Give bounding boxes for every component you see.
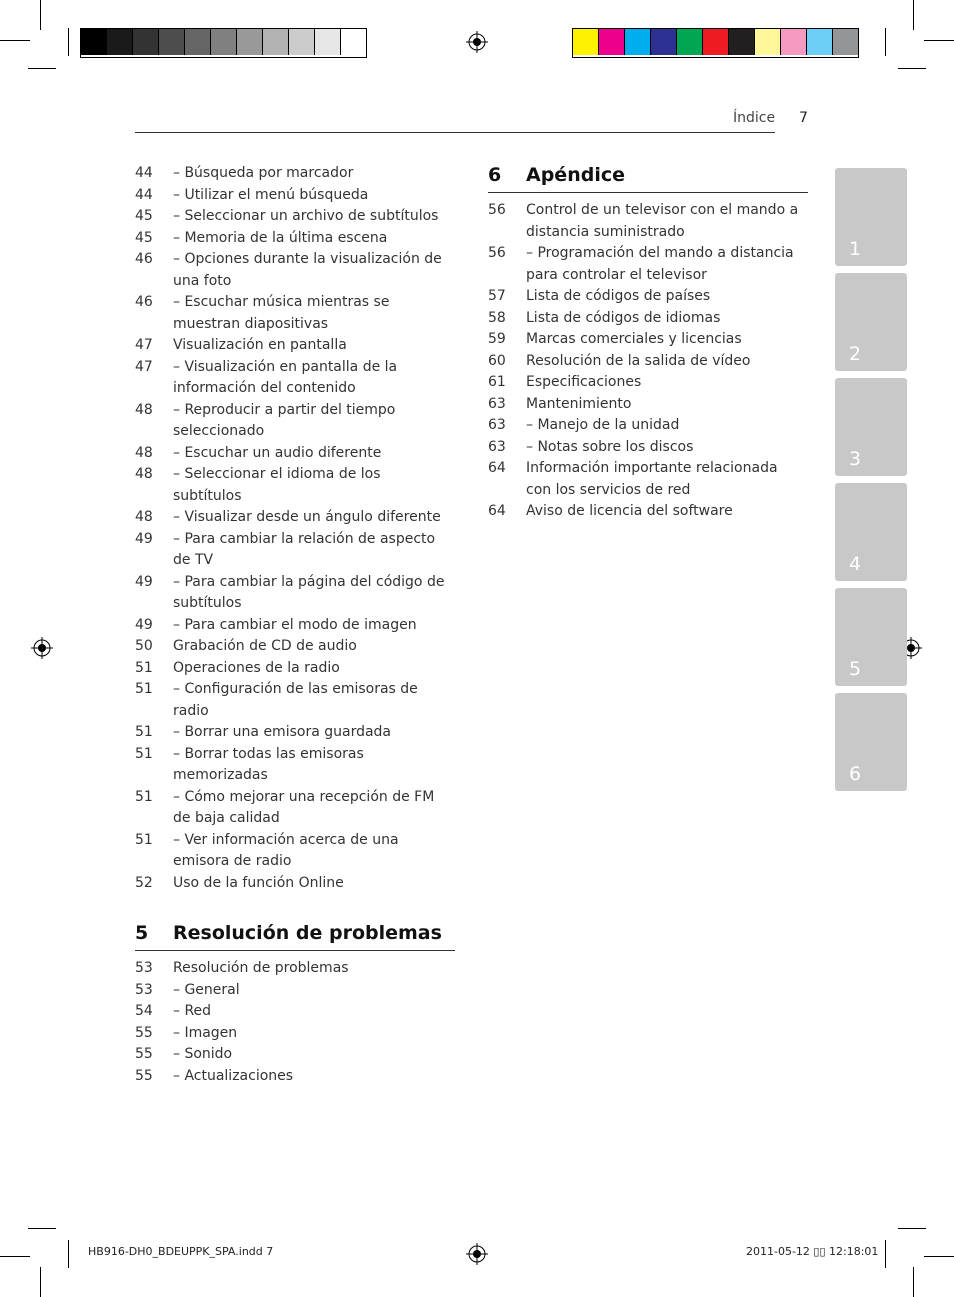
toc-entry-page: 47 <box>135 358 153 375</box>
crop-mark-br-v2 <box>885 1240 886 1268</box>
toc-entry <box>135 163 453 185</box>
toc-entry-page: 53 <box>135 960 153 976</box>
color-swatch <box>729 29 755 55</box>
toc-entry <box>135 787 453 830</box>
toc-entry-page: 51 <box>135 681 153 697</box>
toc-entry-page: 64 <box>488 460 506 476</box>
toc-entry <box>135 636 453 658</box>
crop-mark-tr-v <box>913 0 914 30</box>
toc-entry-text: – Notas sobre los discos <box>526 438 694 455</box>
toc-entry-page: 44 <box>135 165 153 181</box>
toc-entry-text: – Sonido <box>173 1046 233 1062</box>
toc-entry <box>135 1001 453 1023</box>
chapter-tab-6[interactable] <box>835 693 907 791</box>
toc-entry-text: Resolución de problemas <box>173 960 349 976</box>
toc-entry-text: – Configuración de las emisoras de radio <box>173 681 418 719</box>
color-swatch <box>573 29 599 55</box>
toc-entry-text: – Cómo mejorar una recepción de FM de baja calidad <box>173 788 435 826</box>
toc-entry-text: – Imagen <box>173 1024 238 1041</box>
toc-entry-page: 45 <box>135 229 153 246</box>
toc-entry-page: 48 <box>135 466 153 482</box>
toc-list-section-5 <box>135 958 453 1087</box>
grayscale-color-bar <box>80 28 367 58</box>
running-header-title: Índice <box>733 110 776 126</box>
chapter-tab-label: 3 <box>849 448 862 470</box>
toc-entry <box>135 228 453 250</box>
toc-entry-text: – Utilizar el menú búsqueda <box>173 186 369 203</box>
color-swatch <box>341 29 366 55</box>
crop-mark-tr-h <box>924 40 954 41</box>
header-rule <box>135 132 775 133</box>
crop-mark-bl-v <box>40 1267 41 1297</box>
section-6-heading <box>488 164 625 186</box>
color-swatch <box>159 29 185 55</box>
toc-entry <box>135 615 453 637</box>
toc-entry-page: 49 <box>135 530 153 547</box>
toc-entry-page: 61 <box>488 374 506 390</box>
color-swatch <box>81 29 107 55</box>
toc-entry <box>135 830 453 873</box>
toc-entry <box>488 286 806 308</box>
toc-entry <box>135 206 453 228</box>
color-swatch <box>107 29 133 55</box>
toc-entry-page: 53 <box>135 981 153 998</box>
toc-entry-page: 64 <box>488 503 506 519</box>
registration-mark-top-icon <box>466 31 488 53</box>
process-color-bar <box>572 28 859 58</box>
toc-entry-page: 63 <box>488 417 506 433</box>
section-6-rule <box>488 192 808 193</box>
toc-entry-text: Especificaciones <box>526 374 642 390</box>
chapter-tab-label: 5 <box>849 658 862 680</box>
color-swatch <box>237 29 263 55</box>
toc-entry-text: Lista de códigos de países <box>526 288 711 304</box>
toc-entry <box>135 249 453 292</box>
toc-entry-page: 51 <box>135 745 153 762</box>
chapter-tab-label: 6 <box>849 763 862 785</box>
chapter-tab-5[interactable] <box>835 588 907 686</box>
toc-entry-text: – Memoria de la última escena <box>173 229 388 246</box>
toc-entry <box>488 415 806 437</box>
toc-entry-text: – Seleccionar un archivo de subtítulos <box>173 208 439 224</box>
toc-entry <box>488 372 806 394</box>
toc-entry <box>135 958 453 980</box>
registration-mark-left-icon <box>31 637 53 659</box>
toc-entry-text: – Para cambiar la página del código de subtítulos <box>173 573 445 611</box>
toc-entry <box>135 658 453 680</box>
toc-entry-page: 57 <box>488 288 506 304</box>
section-5-rule <box>135 950 455 951</box>
toc-entry-page: 58 <box>488 309 506 326</box>
toc-entry-text: Mantenimiento <box>526 395 632 412</box>
toc-entry-text: Resolución de la salida de vídeo <box>526 352 751 369</box>
toc-entry-text: – Seleccionar el idioma de los subtítulos <box>173 466 381 504</box>
section-number: 5 <box>135 922 149 944</box>
toc-list-section-6 <box>488 200 806 523</box>
section-title: Apéndice <box>526 164 625 186</box>
crop-mark-bl-h <box>0 1256 30 1257</box>
chapter-tab-label: 1 <box>849 238 862 260</box>
toc-entry-text: Visualización en pantalla <box>173 337 347 353</box>
chapter-tab-1[interactable] <box>835 168 907 266</box>
toc-entry <box>135 572 453 615</box>
toc-entry-text: – Borrar todas las emisoras memorizadas <box>173 745 364 783</box>
chapter-tab-label: 4 <box>849 553 862 575</box>
toc-entry-page: 48 <box>135 401 153 418</box>
chapter-tab-2[interactable] <box>835 273 907 371</box>
color-swatch <box>185 29 211 55</box>
color-swatch <box>755 29 781 55</box>
toc-entry-text: Grabación de CD de audio <box>173 638 357 654</box>
toc-list-left <box>135 163 453 894</box>
toc-entry-text: Uso de la función Online <box>173 874 344 891</box>
registration-mark-bottom-icon <box>466 1243 488 1265</box>
toc-entry-page: 56 <box>488 245 506 261</box>
toc-entry <box>488 243 806 286</box>
toc-entry <box>135 507 453 529</box>
toc-entry-page: 51 <box>135 659 153 676</box>
toc-entry-text: – Borrar una emisora guardada <box>173 724 392 740</box>
crop-mark-tr-v2 <box>885 28 886 56</box>
toc-entry-text: – Visualizar desde un ángulo diferente <box>173 509 441 525</box>
color-swatch <box>781 29 807 55</box>
color-swatch <box>289 29 315 55</box>
toc-entry <box>135 980 453 1002</box>
toc-entry-page: 63 <box>488 438 506 455</box>
toc-entry <box>135 722 453 744</box>
toc-entry <box>488 351 806 373</box>
toc-entry-page: 63 <box>488 395 506 412</box>
toc-entry-page: 51 <box>135 831 153 848</box>
color-swatch <box>263 29 289 55</box>
color-swatch <box>625 29 651 55</box>
toc-entry <box>135 873 453 895</box>
toc-entry <box>135 185 453 207</box>
toc-entry <box>135 443 453 465</box>
toc-entry <box>135 292 453 335</box>
crop-mark-tl-v <box>40 0 41 30</box>
toc-entry-text: – Reproducir a partir del tiempo seleccionado <box>173 401 396 439</box>
toc-entry-text: Operaciones de la radio <box>173 659 340 676</box>
footer-timestamp: 2011-05-12 ▯▯ 12:18:01 <box>746 1245 879 1258</box>
chapter-tab-3[interactable] <box>835 378 907 476</box>
color-swatch <box>651 29 677 55</box>
crop-mark-bl-v2 <box>68 1240 69 1268</box>
toc-entry-page: 51 <box>135 788 153 805</box>
toc-entry-text: – Escuchar música mientras se muestran diapositivas <box>173 294 390 332</box>
crop-mark-tl-v2 <box>68 28 69 56</box>
toc-entry-page: 52 <box>135 874 153 891</box>
toc-entry <box>488 329 806 351</box>
toc-entry-text: – Programación del mando a distancia para controlar el televisor <box>526 245 794 283</box>
color-swatch <box>211 29 237 55</box>
toc-entry <box>135 679 453 722</box>
crop-mark-tl-h2 <box>28 68 56 69</box>
toc-entry <box>135 464 453 507</box>
toc-entry-page: 50 <box>135 638 153 654</box>
toc-entry-page: 51 <box>135 724 153 740</box>
toc-entry-page: 49 <box>135 573 153 590</box>
toc-entry <box>488 200 806 243</box>
toc-entry-page: 45 <box>135 208 153 224</box>
chapter-tab-4[interactable] <box>835 483 907 581</box>
toc-entry-text: – General <box>173 981 240 998</box>
toc-entry-text: Lista de códigos de idiomas <box>526 309 721 326</box>
color-swatch <box>599 29 625 55</box>
toc-entry-page: 55 <box>135 1067 153 1084</box>
toc-entry <box>135 335 453 357</box>
color-swatch <box>703 29 729 55</box>
toc-entry <box>488 394 806 416</box>
color-swatch <box>677 29 703 55</box>
toc-entry-text: Marcas comerciales y licencias <box>526 331 742 347</box>
toc-entry-text: – Manejo de la unidad <box>526 417 680 433</box>
toc-entry-page: 59 <box>488 331 506 347</box>
toc-entry-text: – Para cambiar la relación de aspecto de TV <box>173 530 436 568</box>
toc-entry-text: – Actualizaciones <box>173 1067 294 1084</box>
toc-entry <box>135 744 453 787</box>
toc-entry-page: 48 <box>135 444 153 461</box>
toc-entry-page: 55 <box>135 1046 153 1062</box>
toc-entry-text: – Ver información acerca de una emisora de radio <box>173 831 399 869</box>
color-swatch <box>833 29 858 55</box>
toc-entry <box>135 357 453 400</box>
chapter-tab-label: 2 <box>849 343 862 365</box>
crop-mark-tr-h2 <box>898 68 926 69</box>
color-swatch <box>315 29 341 55</box>
footer-filename: HB916-DH0_BDEUPPK_SPA.indd 7 <box>88 1245 274 1258</box>
toc-entry <box>135 1066 453 1088</box>
page-number: 7 <box>799 110 808 126</box>
section-number: 6 <box>488 164 502 186</box>
toc-entry <box>135 529 453 572</box>
toc-entry <box>135 1044 453 1066</box>
toc-entry-page: 60 <box>488 352 506 369</box>
toc-entry <box>488 458 806 501</box>
toc-entry-page: 46 <box>135 251 153 267</box>
toc-entry-page: 48 <box>135 509 153 525</box>
toc-entry-page: 56 <box>488 202 506 218</box>
toc-entry-text: – Para cambiar el modo de imagen <box>173 616 417 633</box>
toc-entry-text: Información importante relacionada con los servicios de red <box>526 460 778 498</box>
color-swatch <box>133 29 159 55</box>
toc-entry-text: – Opciones durante la visualización de una foto <box>173 251 442 289</box>
toc-entry-page: 47 <box>135 337 153 353</box>
crop-mark-br-h <box>924 1256 954 1257</box>
toc-entry-text: – Visualización en pantalla de la información del contenido <box>173 358 398 396</box>
color-swatch <box>807 29 833 55</box>
section-title: Resolución de problemas <box>173 922 442 944</box>
toc-entry <box>135 1023 453 1045</box>
toc-entry <box>488 308 806 330</box>
crop-mark-bl-h2 <box>28 1228 56 1229</box>
toc-entry-page: 44 <box>135 186 153 203</box>
crop-mark-tl-h <box>0 40 30 41</box>
toc-entry <box>135 400 453 443</box>
toc-entry-page: 49 <box>135 616 153 633</box>
toc-entry <box>488 501 806 523</box>
toc-entry-text: Control de un televisor con el mando a distancia suministrado <box>526 202 799 240</box>
toc-entry-page: 54 <box>135 1003 153 1019</box>
toc-entry-page: 46 <box>135 294 153 310</box>
section-5-heading <box>135 922 442 944</box>
toc-entry-page: 55 <box>135 1024 153 1041</box>
toc-entry-text: Aviso de licencia del software <box>526 503 733 519</box>
toc-entry-text: – Escuchar un audio diferente <box>173 444 382 461</box>
toc-entry <box>488 437 806 459</box>
toc-entry-text: – Búsqueda por marcador <box>173 165 354 181</box>
crop-mark-br-v <box>913 1267 914 1297</box>
crop-mark-br-h2 <box>898 1228 926 1229</box>
toc-entry-text: – Red <box>173 1003 212 1019</box>
